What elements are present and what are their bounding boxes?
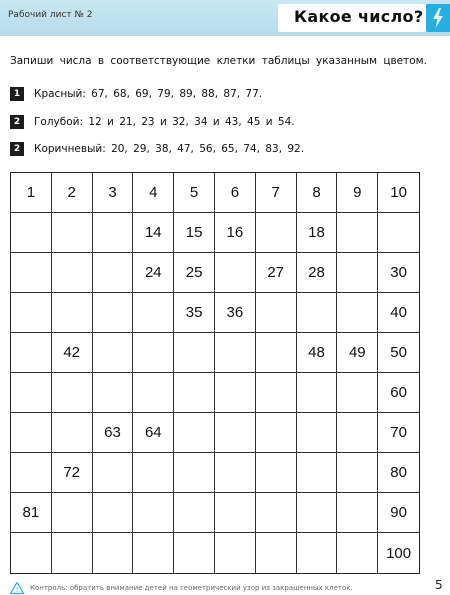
table-cell — [133, 293, 174, 333]
table-cell — [215, 453, 256, 493]
table-cell: 81 — [11, 493, 52, 533]
table-cell — [297, 453, 338, 493]
table-cell — [11, 453, 52, 493]
table-cell: 60 — [378, 373, 419, 413]
instruction-text: Запиши числа в соответствующие клетки таблицы указанным цветом. — [10, 55, 427, 67]
table-cell — [11, 373, 52, 413]
table-cell: 100 — [386, 544, 412, 562]
table-cell — [133, 453, 174, 493]
table-cell — [378, 213, 419, 253]
table-cell — [11, 253, 52, 293]
table-cell — [133, 333, 174, 373]
table-cell — [337, 213, 378, 253]
table-cell: 6 — [215, 173, 256, 213]
table-cell — [52, 373, 93, 413]
table-cell: 30 — [378, 253, 419, 293]
table-cell — [297, 533, 338, 573]
table-cell — [133, 493, 174, 533]
table-cell — [93, 493, 134, 533]
table-cell: 27 — [256, 253, 297, 293]
table-cell — [133, 533, 174, 573]
table-cell: 72 — [52, 453, 93, 493]
table-cell — [52, 253, 93, 293]
table-cell: 4 — [133, 173, 174, 213]
table-cell: 7 — [256, 173, 297, 213]
table-cell — [215, 413, 256, 453]
table-cell: 49 — [337, 333, 378, 373]
table-cell — [174, 453, 215, 493]
table-cell — [215, 333, 256, 373]
table-cell — [93, 213, 134, 253]
task-number-badge: 2 — [10, 115, 24, 129]
table-cell — [93, 293, 134, 333]
table-cell — [52, 213, 93, 253]
table-cell: 9 — [337, 173, 378, 213]
table-cell — [52, 293, 93, 333]
warning-triangle-icon — [10, 582, 24, 594]
table-cell — [297, 493, 338, 533]
table-cell — [297, 413, 338, 453]
table-cell: 90 — [378, 493, 419, 533]
table-cell — [337, 373, 378, 413]
table-cell: 63 — [93, 413, 134, 453]
lightning-icon — [432, 8, 444, 28]
task-blue — [10, 114, 295, 130]
table-cell — [256, 333, 297, 373]
table-cell — [337, 453, 378, 493]
table-cell — [174, 493, 215, 533]
table-cell — [297, 293, 338, 333]
table-cell — [337, 253, 378, 293]
table-cell — [11, 533, 52, 573]
table-cell: 25 — [174, 253, 215, 293]
table-cell: 2 — [52, 173, 93, 213]
table-cell — [93, 333, 134, 373]
table-cell: 1 — [11, 173, 52, 213]
page-title: Какое число? — [294, 7, 424, 26]
table-cell: 28 — [297, 253, 338, 293]
table-cell — [133, 373, 174, 413]
task-number-badge: 1 — [10, 87, 24, 101]
table-cell — [174, 413, 215, 453]
table-cell: 18 — [297, 213, 338, 253]
table-cell: 70 — [378, 413, 419, 453]
table-cell — [256, 493, 297, 533]
table-cell — [52, 493, 93, 533]
table-cell: 50 — [378, 333, 419, 373]
task-text: Голубой: 12 и 21, 23 и 32, 34 и 43, 45 и 54. — [34, 116, 295, 128]
table-cell: 24 — [133, 253, 174, 293]
table-cell: 80 — [378, 453, 419, 493]
table-cell — [174, 373, 215, 413]
table-cell: 10 — [378, 173, 419, 213]
table-cell — [256, 293, 297, 333]
task-text: Коричневый: 20, 29, 38, 47, 56, 65, 74, 83, 92. — [34, 143, 305, 155]
table-cell — [337, 533, 378, 573]
page-number: 5 — [435, 578, 443, 592]
table-cell — [337, 413, 378, 453]
table-cell: 64 — [133, 413, 174, 453]
table-cell — [93, 453, 134, 493]
task-red — [10, 86, 262, 102]
table-cell: 3 — [93, 173, 134, 213]
table-cell — [52, 533, 93, 573]
table-cell: 15 — [174, 213, 215, 253]
table-cell: 5 — [174, 173, 215, 213]
footer-note: Контроль: обратить внимание детей на геометрический узор из закрашенных клеток. — [30, 584, 353, 592]
number-table — [10, 172, 420, 574]
svg-text:!: ! — [15, 586, 19, 594]
table-cell: 36 — [215, 293, 256, 333]
table-cell: 42 — [52, 333, 93, 373]
table-cell: 16 — [215, 213, 256, 253]
table-cell: 14 — [133, 213, 174, 253]
table-cell — [337, 293, 378, 333]
table-cell — [337, 493, 378, 533]
table-cell — [93, 253, 134, 293]
table-cell — [174, 533, 215, 573]
task-number-badge: 2 — [10, 142, 24, 156]
table-cell — [93, 533, 134, 573]
table-cell — [11, 293, 52, 333]
table-cell — [215, 493, 256, 533]
table-cell — [256, 373, 297, 413]
table-cell — [11, 213, 52, 253]
table-cell: 40 — [378, 293, 419, 333]
table-cell — [215, 533, 256, 573]
table-cell — [256, 213, 297, 253]
table-cell: 8 — [297, 173, 338, 213]
task-brown — [10, 141, 304, 157]
table-cell: 48 — [297, 333, 338, 373]
sheet-label: Рабочий лист № 2 — [8, 10, 93, 20]
table-cell — [52, 413, 93, 453]
table-cell: 35 — [174, 293, 215, 333]
table-cell — [256, 533, 297, 573]
task-text: Красный: 67, 68, 69, 79, 89, 88, 87, 77. — [34, 88, 263, 100]
table-cell — [93, 373, 134, 413]
table-cell — [256, 413, 297, 453]
table-cell — [174, 333, 215, 373]
lightning-tab — [426, 4, 450, 32]
table-cell — [256, 453, 297, 493]
table-cell — [297, 373, 338, 413]
table-cell — [215, 373, 256, 413]
table-cell — [11, 333, 52, 373]
table-cell — [11, 413, 52, 453]
table-cell — [215, 253, 256, 293]
